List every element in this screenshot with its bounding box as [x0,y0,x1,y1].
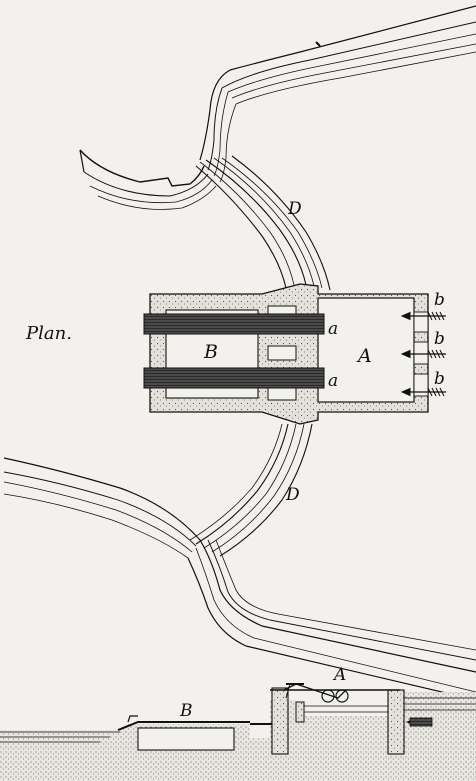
label-section-a: A [334,665,347,685]
label-weir-lower: D [286,485,300,505]
sluice-house-plan [150,284,428,424]
label-b-1: b [434,290,445,310]
lower-stream-banks [4,458,476,700]
label-b-2: b [434,329,445,349]
label-chamber-a: A [358,345,372,367]
label-section-b: B [180,701,193,721]
label-b-3: b [434,369,445,389]
label-a-lower: a [328,371,339,391]
label-chamber-b: B [204,341,218,363]
figure-labels [25,199,445,721]
upper-curved-weir [196,156,330,290]
cross-section [0,684,476,781]
label-weir-upper: D [288,199,302,219]
plan-title: Plan. [26,323,72,344]
label-a-upper: a [328,319,339,339]
upper-stream-banks [80,6,476,210]
